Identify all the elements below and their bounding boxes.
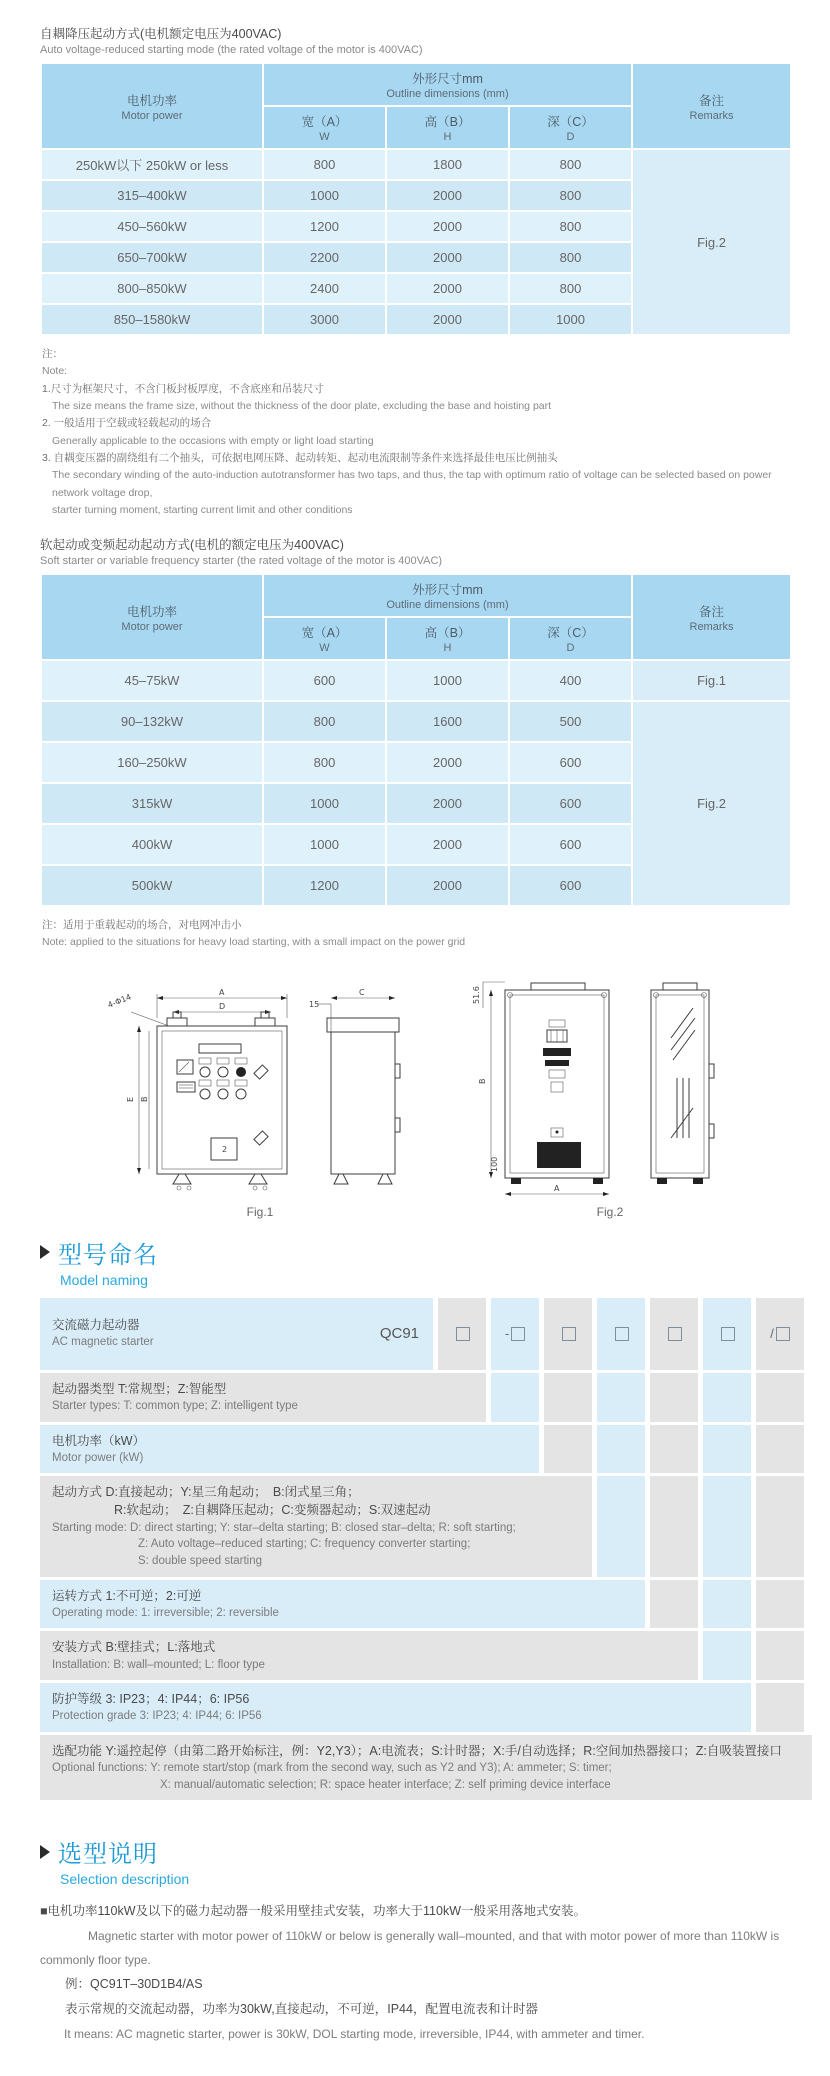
code-box-2: - [491,1298,539,1370]
table-row: 450–560kW 1200 2000 800 [41,211,791,242]
figures [40,968,810,1219]
naming-row-installation: 安装方式 B:壁挂式；L:落地式 Installation: B: wall–mounted; L: floor type [40,1631,812,1680]
table-row: 160–250kW 800 2000 600 [41,742,791,783]
dim-label-A: A [554,1183,560,1193]
dim-label-phi: 4-Φ14 [106,992,133,1010]
code-box-1 [438,1298,486,1370]
naming-row-starter-type: 起动器类型 T:常规型；Z:智能型 Starter types: T: common type; Z: intelligent type [40,1373,812,1422]
table-row: 500kW 1200 2000 600 [41,865,791,906]
note-line: 注： [42,348,63,360]
fig1-drawing [95,968,425,1203]
note-line: 注：适用于重载起动的场合，对电网冲击小 [42,919,242,932]
figure-1 [95,968,425,1219]
section2-notes [42,917,810,952]
table1-header [41,63,791,149]
naming-row-optional-functions: 选配功能 Y:遥控起停（由第二路开始标注，例：Y2,Y3）；A:电流表；S:计时器；X:手/自动选择；R:空间加热器接口；Z:自吸装置接口 Optional functions: Y: remote start/stop (mark from the second way, such as Y2 and Y3); A: ammeter; S: timer; X: manual/automatic selection; R: space heater interface; Z: self priming device interface [40,1735,812,1800]
base-label-en: AC magnetic starter [52,1336,154,1349]
note-line: 2. 一般适用于空载或轻载起动的场合 [42,417,212,430]
table-row: 315–400kW 1000 2000 800 [41,180,791,211]
placeholder-box-icon [615,1327,629,1341]
section1 [40,24,810,519]
selection-p2-en: It means: AC magnetic starter, power is 30kW, DOL starting mode, irreversible, IP44, with ammeter and timer. [64,2027,645,2042]
dim-label-B: B [140,1096,149,1102]
figure-2 [465,968,755,1219]
table-row: 650–700kW 2200 2000 800 [41,242,791,273]
model-code: QC91 [379,1325,419,1343]
model-naming-title-zh: 型号命名 [58,1241,158,1269]
dim-label-D: D [219,1001,226,1011]
header-width: 宽（A） W [263,617,386,660]
table-row: 45–75kW 600 1000 400 Fig.1 [41,660,791,701]
fig2-caption: Fig.2 [596,1204,624,1219]
remark-fig2: Fig.2 [632,149,791,335]
dim-label-C: C [359,987,365,997]
note-line: Note: applied to the situations for heavy load starting, with a small impact on the power grid [42,936,466,949]
naming-row-motor-power: 电机功率（kW） Motor power (kW) [40,1425,812,1474]
table2-header [41,574,791,660]
selection-heading [40,1834,810,1887]
placeholder-box-icon [721,1327,735,1341]
section1-notes [42,346,810,519]
selection-p1-en: Magnetic starter with motor power of 110kW or below is generally wall–mounted, and that with motor power of more than 110kW is commonly floor type. [40,1929,780,1968]
code-box-4 [597,1298,645,1370]
section2-title-en: Soft starter or variable frequency starter (the rated voltage of the motor is 400VAC) [40,555,443,568]
header-height: 高（B） H [386,106,509,149]
code-box-5 [650,1298,698,1370]
note-line: The secondary winding of the auto-induction autotransformer has two taps, and thus, the tap with optimum ratio of voltage can be selected based on power network voltage drop, [52,469,772,499]
code-box-6 [703,1298,751,1370]
section1-title-zh: 自耦降压起动方式(电机额定电压为400VAC) [40,27,282,41]
header-depth: 深（C） D [509,106,632,149]
naming-row-protection-grade: 防护等级 3: IP23；4: IP44；6: IP56 Protection grade 3: IP23; 4: IP44; 6: IP56 [40,1683,812,1732]
code-box-7: / [756,1298,804,1370]
dimension-table-soft-starter [40,573,792,907]
triangle-bullet-icon [40,1845,50,1859]
model-naming-heading [40,1235,810,1288]
note-line: Generally applicable to the occasions with empty or light load starting [52,434,374,447]
dim-label-B: B [478,1078,487,1084]
header-outline-dimensions: 外形尺寸mm Outline dimensions (mm) [263,63,632,106]
placeholder-box-icon [511,1327,525,1341]
dimension-table-auto-voltage [40,62,792,336]
section1-title-en: Auto voltage-reduced starting mode (the rated voltage of the motor is 400VAC) [40,44,423,56]
section2-title-zh: 软起动或变频起动起动方式(电机的额定电压为400VAC) [40,538,344,553]
remark-fig1: Fig.1 [632,660,791,701]
table-row: 315kW 1000 2000 600 [41,783,791,824]
placeholder-box-icon [456,1327,470,1341]
header-depth: 深（C） D [509,617,632,660]
selection-example: 例：QC91T–30D1B4/AS [65,1977,203,1992]
selection-title-en: Selection description [60,1871,190,1888]
table-row: 250kW以下 250kW or less 800 1800 800 Fig.2 [41,149,791,180]
section2 [40,535,810,952]
naming-row-starting-mode: 起动方式 D:直接起动；Y:星三角起动； B:闭式星三角； R:软起动； Z:自耦降压起动；C:变频器起动；S:双速起动 Starting mode: D: direct starting; Y: star–delta starting; B: closed star–delta; R: soft starting; Z: Auto voltage–reduced starting; C: frequency converter starting; S: double speed starting [40,1476,812,1576]
header-motor-power: 电机功率 Motor power [41,63,263,149]
selection-p1-zh: ■电机功率110kW及以下的磁力起动器一般采用壁挂式安装，功率大于110kW一般采用落地式安装。 [40,1904,587,1919]
header-width: 宽（A） W [263,106,386,149]
dim-label-516: 51.6 [472,985,481,1004]
selection-title-zh: 选型说明 [58,1841,158,1869]
triangle-bullet-icon [40,1245,50,1259]
header-outline-dimensions: 外形尺寸mm Outline dimensions (mm) [263,574,632,617]
naming-row-base [40,1298,812,1370]
note-line: 3. 自耦变压器的副绕组有二个抽头，可依据电网压降、起动转矩、起动电流限制等条件来选择最佳电压比例抽头 [42,451,558,464]
header-motor-power: 电机功率 Motor power [41,574,263,660]
note-line: The size means the frame size, without the thickness of the door plate, excluding the base and hoisting part [52,399,552,412]
header-height: 高（B） H [386,617,509,660]
model-naming-diagram [40,1298,812,1801]
note-line: Note: [42,365,68,378]
selection-p2-zh: 表示常规的交流起动器，功率为30kW,直接起动，不可逆，IP44，配置电流表和计时器 [65,2002,538,2017]
svg-text:2: 2 [222,1144,228,1154]
dim-label-A: A [219,987,225,997]
dim-label-100: 100 [490,1156,499,1172]
table-row: 800–850kW 2400 2000 800 [41,273,791,304]
table-row: 400kW 1000 2000 600 [41,824,791,865]
model-naming-title-en: Model naming [60,1271,148,1288]
table-row: 90–132kW 800 1600 500 Fig.2 [41,701,791,742]
placeholder-box-icon [668,1327,682,1341]
note-line: starter turning moment, starting current limit and other conditions [52,503,353,516]
table-row: 850–1580kW 3000 2000 1000 [41,304,791,335]
dim-label-15: 15 [309,999,320,1009]
placeholder-box-icon [776,1327,790,1341]
dim-label-E: E [126,1096,135,1102]
note-line: 1.尺寸为框架尺寸，不含门板封板厚度，不含底座和吊装尺寸 [42,382,324,395]
header-remarks: 备注 Remarks [632,63,791,149]
fig1-caption: Fig.1 [246,1204,274,1219]
header-remarks: 备注 Remarks [632,574,791,660]
naming-row-operating-mode: 运转方式 1:不可逆；2:可逆 Operating mode: 1: irreversible; 2: reversible [40,1580,812,1629]
base-label-zh: 交流磁力起动器 [52,1318,140,1333]
placeholder-box-icon [562,1327,576,1341]
code-box-3 [544,1298,592,1370]
selection-text [40,1899,800,2046]
fig2-drawing [465,968,755,1203]
remark-fig2: Fig.2 [632,701,791,906]
